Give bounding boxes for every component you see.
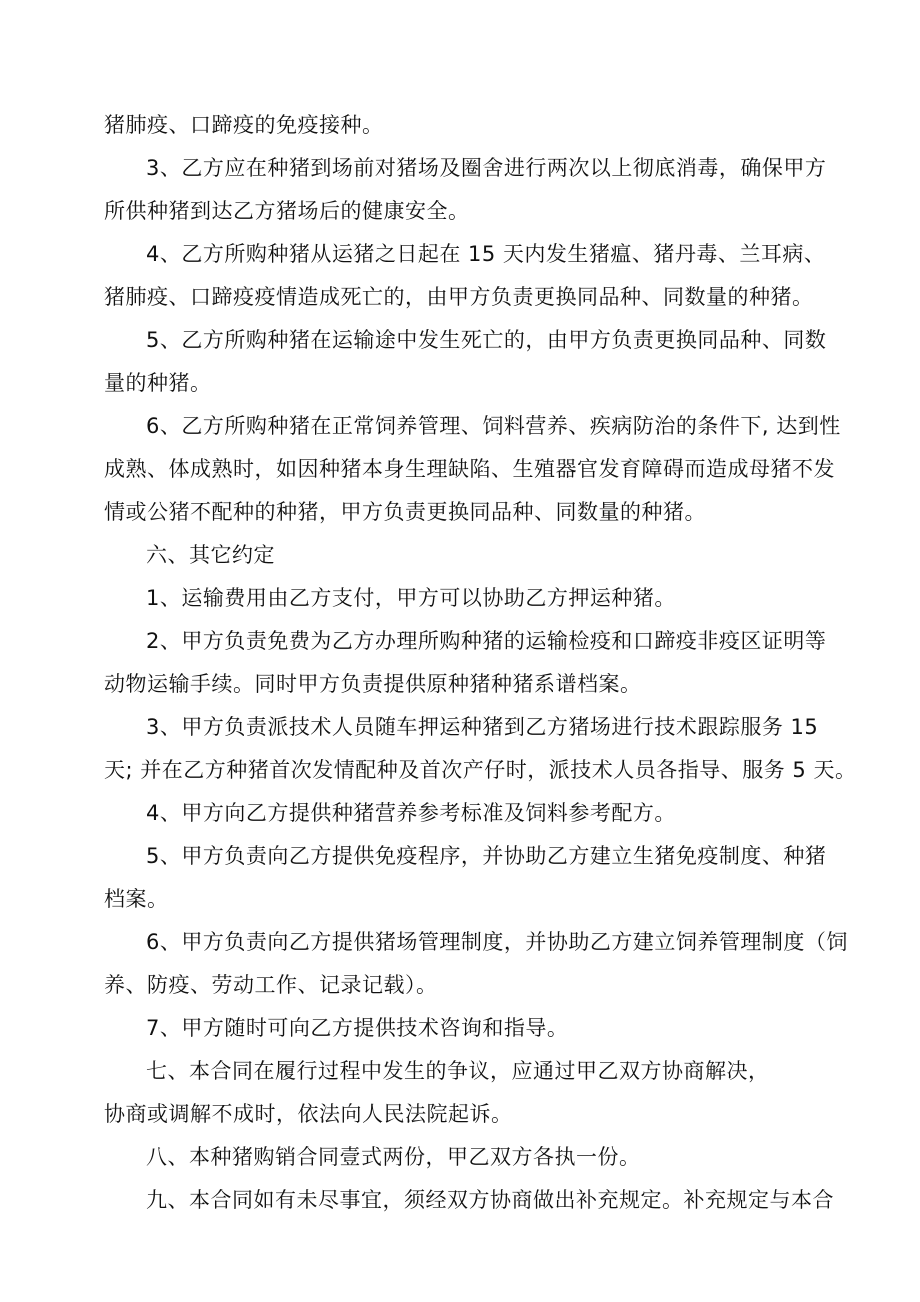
paragraph-line: 4、乙方所购种猪从运猪之日起在 15 天内发生猪瘟、猪丹毒、兰耳病、 (146, 242, 826, 266)
paragraph-p11 (104, 921, 848, 1007)
paragraph-p9 (104, 792, 828, 835)
paragraph-p4 (104, 405, 841, 534)
paragraph-line: 情或公猪不配种的种猪，甲方负责更换同品种、同数量的种猪。 (104, 500, 706, 524)
paragraph-line: 量的种猪。 (104, 371, 212, 395)
paragraph-line: 3、甲方负责派技术人员随车押运种猪到乙方猪场进行技术跟踪服务 15 (146, 715, 819, 739)
document-body (104, 104, 857, 1222)
paragraph-p5 (104, 534, 828, 577)
paragraph-line: 六、其它约定 (146, 543, 275, 567)
paragraph-line: 九、本合同如有未尽事宜，须经双方协商做出补充规定。补充规定与本合 (146, 1188, 834, 1212)
paragraph-line: 猪肺疫、口蹄疫疫情造成死亡的，由甲方负责更换同品种、同数量的种猪。 (104, 285, 814, 309)
paragraph-line: 七、本合同在履行过程中发生的争议，应通过甲乙双方协商解决， (146, 1059, 770, 1083)
paragraph-p14 (104, 1136, 828, 1179)
paragraph-line: 协商或调解不成时，依法向人民法院起诉。 (104, 1102, 513, 1126)
paragraph-line: 5、甲方负责向乙方提供免疫程序，并协助乙方建立生猪免疫制度、种猪 (146, 844, 827, 868)
paragraph-line: 6、乙方所购种猪在正常饲养管理、饲料营养、疾病防治的条件下, 达到性 (146, 414, 841, 438)
paragraph-p15 (104, 1179, 834, 1222)
paragraph-line: 养、防疫、劳动工作、记录记载）。 (104, 973, 438, 997)
paragraph-p0 (104, 104, 828, 147)
paragraph-p13 (104, 1050, 828, 1136)
paragraph-line: 档案。 (104, 887, 169, 911)
paragraph-p1 (104, 147, 828, 233)
paragraph-p2 (104, 233, 828, 319)
paragraph-line: 所供种猪到达乙方猪场后的健康安全。 (104, 199, 470, 223)
paragraph-p8 (104, 706, 857, 792)
paragraph-line: 5、乙方所购种猪在运输途中发生死亡的，由甲方负责更换同品种、同数 (146, 328, 827, 352)
paragraph-line: 天; 并在乙方种猪首次发情配种及首次产仔时，派技术人员各指导、服务 5 天。 (104, 758, 857, 782)
paragraph-line: 3、乙方应在种猪到场前对猪场及圈舍进行两次以上彻底消毒，确保甲方 (146, 156, 827, 180)
paragraph-line: 八、本种猪购销合同壹式两份，甲乙双方各执一份。 (146, 1145, 641, 1169)
paragraph-p7 (104, 620, 828, 706)
paragraph-line: 2、甲方负责免费为乙方办理所购种猪的运输检疫和口蹄疫非疫区证明等 (146, 629, 827, 653)
paragraph-p10 (104, 835, 828, 921)
paragraph-line: 动物运输手续。同时甲方负责提供原种猪种猪系谱档案。 (104, 672, 642, 696)
paragraph-line: 1、运输费用由乙方支付，甲方可以协助乙方押运种猪。 (146, 586, 676, 610)
paragraph-line: 6、甲方负责向乙方提供猪场管理制度，并协助乙方建立饲养管理制度（饲 (146, 930, 848, 954)
paragraph-line: 4、甲方向乙方提供种猪营养参考标准及饲料参考配方。 (146, 801, 676, 825)
paragraph-line: 猪肺疫、口蹄疫的免疫接种。 (104, 113, 384, 137)
paragraph-p3 (104, 319, 828, 405)
paragraph-p12 (104, 1007, 828, 1050)
paragraph-p6 (104, 577, 828, 620)
paragraph-line: 成熟、体成熟时，如因种猪本身生理缺陷、生殖器官发育障碍而造成母猪不发 (104, 457, 835, 481)
paragraph-line: 7、甲方随时可向乙方提供技术咨询和指导。 (146, 1016, 569, 1040)
